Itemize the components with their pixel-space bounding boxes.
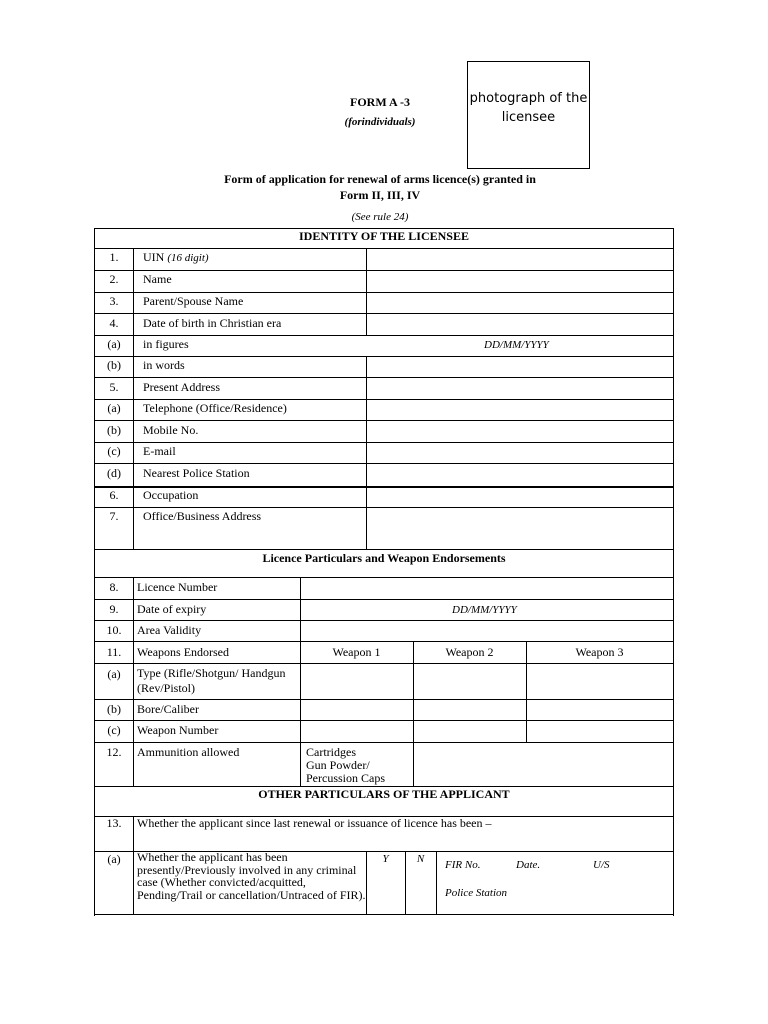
q13-text: Whether the applicant since last renewal or issuance of licence has been – [137,816,492,830]
weapon-3-header: Weapon 3 [575,645,624,659]
ammo-gun-powder: Gun Powder/ [306,758,370,772]
expiry-format-hint: DD/MM/YYYY [452,604,517,616]
bore-caliber-label: Bore/Caliber [137,702,199,716]
photo-box [467,61,590,169]
weapon-1-header: Weapon 1 [332,645,381,659]
telephone-label: Telephone (Office/Residence) [143,401,287,415]
row-num: 1. [109,250,119,264]
parent-name-label: Parent/Spouse Name [143,294,244,308]
row-num: (a) [107,667,121,681]
row-num: 7. [109,509,119,523]
row-num: (a) [107,337,121,351]
row-num: 4. [109,316,119,330]
application-forms: Form II, III, IV [339,188,421,202]
weapon-number-label: Weapon Number [137,723,219,737]
dob-words-label: in words [143,358,185,372]
row-num: 8. [109,580,119,594]
ammo-cartridges: Cartridges [306,745,356,759]
area-validity-label: Area Validity [137,623,202,637]
row-num: (b) [107,702,121,716]
row-num: 5. [109,380,119,394]
uin-label: UIN (16 digit) [143,250,209,264]
row-num: (d) [107,466,121,480]
expiry-label: Date of expiry [137,602,207,616]
row-num: 6. [109,488,119,502]
other-particulars-heading: OTHER PARTICULARS OF THE APPLICANT [258,787,510,801]
no-option[interactable]: N [416,853,425,865]
fir-no-label: FIR No. [445,859,481,871]
police-station-label: Nearest Police Station [143,466,250,480]
weapons-endorsed-label: Weapons Endorsed [137,645,230,659]
dob-figures-label: in figures [143,337,189,351]
criminal-case-question: Whether the applicant has been presently/Previously involved in any criminal case (Whether convicted/acquitted, Pending/Trail or cancellation/Untraced of FIR). [137,850,366,902]
address-label: Present Address [143,380,220,394]
weapon-type-label: Type (Rifle/Shotgun/ Handgun [137,666,286,680]
occupation-label: Occupation [143,488,199,502]
licence-number-label: Licence Number [137,580,218,594]
mobile-label: Mobile No. [143,423,199,437]
row-num: 3. [109,294,119,308]
row-num: (b) [107,423,121,437]
dob-format-hint: DD/MM/YYYY [484,339,549,351]
row-num: (a) [107,401,121,415]
weapon-type-label-2: (Rev/Pistol) [137,681,196,695]
row-num: 12. [106,745,122,759]
row-num: 10. [106,623,122,637]
fir-date-label: Date. [516,859,541,871]
row-num: (c) [107,723,121,737]
ammo-percussion-caps: Percussion Caps [306,771,385,785]
ammunition-label: Ammunition allowed [137,745,240,759]
row-num: 9. [109,602,119,616]
rule-reference: (See rule 24) [351,211,409,223]
row-num: (c) [107,444,121,458]
fir-police-station-label: Police Station [445,887,508,899]
dob-label: Date of birth in Christian era [143,316,282,330]
identity-heading: IDENTITY OF THE LICENSEE [299,229,469,243]
yes-option[interactable]: Y [382,853,389,865]
form-title: FORM A -3 [350,95,410,109]
weapon-2-header: Weapon 2 [445,645,494,659]
under-section-label: U/S [593,859,610,871]
application-title: Form of application for renewal of arms licence(s) granted in [224,172,536,186]
row-num: 11. [106,645,122,659]
photo-label: photograph of the licensee [469,91,588,125]
office-address-label: Office/Business Address [143,509,262,523]
name-label: Name [143,272,172,286]
form-subtitle: (forindividuals) [344,116,416,128]
row-num: 2. [109,272,119,286]
row-num: 13. [106,816,122,830]
row-num: (b) [107,358,121,372]
licence-heading: Licence Particulars and Weapon Endorsements [262,551,506,565]
email-label: E-mail [143,444,176,458]
row-num: (a) [107,852,121,866]
